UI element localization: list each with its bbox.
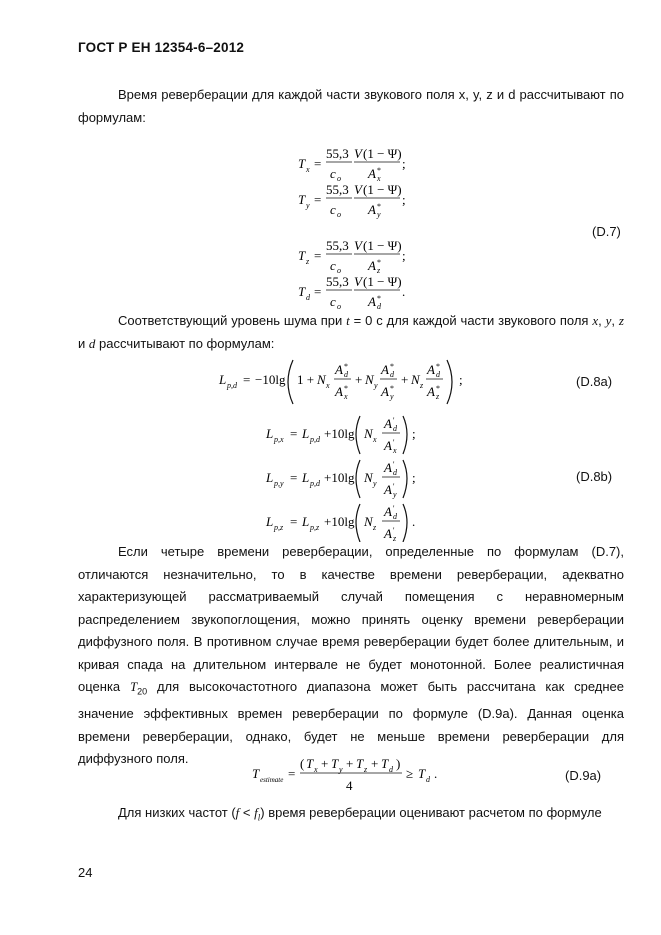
svg-text:x: x: [393, 446, 397, 455]
svg-text:z: z: [393, 534, 397, 542]
formula-d8a: [215, 356, 475, 408]
svg-text:*: *: [390, 384, 394, 393]
svg-text:c: c: [330, 202, 336, 217]
svg-text:T: T: [298, 248, 306, 263]
svg-text:o: o: [337, 302, 341, 310]
svg-text:p,x: p,x: [274, 435, 284, 444]
log-coef-text: +10lg: [324, 470, 355, 485]
svg-text:p,y: p,y: [274, 479, 284, 488]
svg-text:=: =: [314, 284, 322, 299]
svg-text:': ': [393, 504, 395, 513]
svg-text:x: x: [326, 381, 330, 390]
svg-text:': ': [393, 460, 395, 469]
svg-text:T: T: [418, 766, 426, 781]
svg-text:c: c: [330, 166, 336, 181]
svg-text:T: T: [298, 192, 306, 207]
svg-text:N: N: [364, 470, 373, 485]
svg-text:z: z: [420, 381, 424, 390]
svg-text:y: y: [339, 765, 343, 774]
svg-text:L: L: [302, 426, 310, 441]
svg-text:A: A: [368, 294, 376, 309]
svg-text:): ): [396, 756, 401, 771]
document-header: ГОСТ Р ЕН 12354-6–2012: [78, 40, 245, 55]
svg-text:d: d: [393, 512, 397, 521]
svg-text:(1 − Ψ): (1 − Ψ): [363, 238, 402, 253]
svg-text:+: +: [401, 372, 409, 387]
equation-label-d8a: (D.8a): [576, 374, 613, 389]
svg-text:T: T: [306, 756, 314, 771]
svg-text:=: =: [290, 470, 298, 485]
svg-text:*: *: [377, 202, 381, 211]
svg-text:d: d: [436, 370, 440, 379]
svg-text:T: T: [356, 756, 364, 771]
svg-text:A: A: [381, 384, 389, 399]
svg-text:A: A: [368, 166, 376, 181]
svg-text:d: d: [344, 370, 348, 379]
svg-text:+: +: [346, 756, 354, 771]
svg-text:L: L: [302, 470, 310, 485]
svg-text:L: L: [266, 514, 274, 529]
svg-text:N: N: [365, 372, 374, 387]
svg-text:V: V: [354, 274, 362, 289]
svg-text:z: z: [306, 257, 310, 266]
svg-text:N: N: [364, 514, 373, 529]
svg-text:(: (: [300, 756, 305, 771]
paragraph-low-frequency: Для низких частот $(f < f_l)$ время реверберации оценивают расчетом по формуле: [118, 805, 602, 823]
svg-text:y: y: [390, 392, 394, 401]
svg-text:*: *: [377, 166, 381, 175]
svg-text:.: .: [412, 514, 416, 529]
svg-text:y: y: [377, 210, 381, 219]
svg-text:p,z: p,z: [274, 523, 284, 532]
svg-text:A: A: [427, 384, 435, 399]
svg-text:': ': [393, 416, 395, 425]
svg-text:.: .: [434, 766, 438, 781]
svg-text:y: y: [373, 479, 377, 488]
svg-text:;: ;: [412, 426, 416, 441]
log-coef-text: +10lg: [324, 514, 355, 529]
svg-text:T: T: [331, 756, 339, 771]
svg-text:A: A: [384, 482, 392, 497]
svg-text:*: *: [344, 384, 348, 393]
svg-text:y: y: [374, 381, 378, 390]
svg-text:A: A: [384, 460, 392, 475]
svg-text:x: x: [314, 765, 318, 774]
svg-text:d: d: [393, 424, 397, 433]
svg-text:1 +: 1 +: [297, 372, 315, 387]
svg-text:*: *: [390, 362, 394, 371]
formula-d7: [290, 140, 420, 310]
coef-text: 55,3: [326, 182, 349, 197]
svg-text:T: T: [381, 756, 389, 771]
svg-text:A: A: [384, 526, 392, 541]
svg-text:+: +: [321, 756, 329, 771]
svg-text:x: x: [377, 174, 381, 183]
paragraph-discussion: Если четыре времени реверберации, определенные по формулам (D.7), отличаются незначительно, то в качестве времени реверберации, адекватно характеризующей рассматриваемый случай помещения с неравномерным распределением звукопоглощения, можно принять оценку времени реверберации диффузного поля. В противном случае время реверберации будет более длительным, и кривая спада на длительном интервале не будет монотонной. Более реалистичная оценка $T_{20}$ для высокочастотного диапазона может быть рассчитана как среднее значение эффективных времен реверберации по формуле (D.9а). Данная оценка времени реверберации, однако, будет не меньше времени реверберации для диффузного поля.: [78, 544, 624, 767]
svg-text:*: *: [377, 294, 381, 303]
svg-text:x: x: [373, 435, 377, 444]
svg-text:(1 − Ψ): (1 − Ψ): [363, 274, 402, 289]
svg-text:o: o: [337, 210, 341, 219]
svg-text:z: z: [364, 765, 368, 774]
svg-text:A: A: [427, 362, 435, 377]
svg-text:d: d: [389, 765, 393, 774]
svg-text:L: L: [219, 372, 227, 387]
svg-text:;: ;: [402, 156, 406, 171]
svg-text:T: T: [252, 766, 260, 781]
svg-text:.: .: [402, 284, 406, 299]
coef-text: 55,3: [326, 238, 349, 253]
svg-text:*: *: [344, 362, 348, 371]
svg-text:(1 − Ψ): (1 − Ψ): [363, 146, 402, 161]
svg-text:p,d: p,d: [227, 381, 237, 390]
svg-text:d: d: [390, 370, 394, 379]
svg-text:d: d: [306, 293, 310, 302]
svg-text:y: y: [306, 201, 310, 210]
svg-text:=: =: [243, 372, 251, 387]
svg-text:V: V: [354, 238, 362, 253]
svg-text:=: =: [290, 426, 298, 441]
svg-text:L: L: [266, 470, 274, 485]
svg-text:p,z: p,z: [310, 523, 320, 532]
equation-label-d7: (D.7): [592, 224, 621, 239]
paragraph-intro-d8: Соответствующий уровень шума при t = 0 с для каждой части звукового поля x, y, z и d рассчитывают по формулам:: [78, 313, 624, 351]
svg-text:A: A: [335, 362, 343, 377]
svg-text:*: *: [436, 362, 440, 371]
svg-text:z: z: [377, 266, 381, 275]
estimate-subscript: estimate: [260, 776, 284, 784]
svg-text:(1 − Ψ): (1 − Ψ): [363, 182, 402, 197]
svg-text:L: L: [266, 426, 274, 441]
formula-d8b: [262, 410, 432, 542]
svg-text:;: ;: [402, 248, 406, 263]
svg-text:': ': [393, 526, 395, 535]
svg-text:d: d: [393, 468, 397, 477]
svg-text:V: V: [354, 182, 362, 197]
svg-text:o: o: [337, 266, 341, 275]
svg-text:x: x: [344, 392, 348, 401]
equation-label-d8b: (D.8b): [576, 469, 613, 484]
page-number: 24: [78, 865, 93, 880]
formula-d9a: [248, 752, 448, 798]
svg-text:A: A: [368, 202, 376, 217]
svg-text:;: ;: [412, 470, 416, 485]
svg-text:N: N: [411, 372, 420, 387]
svg-text:;: ;: [459, 372, 463, 387]
svg-text:=: =: [290, 514, 298, 529]
svg-text:': ': [393, 438, 395, 447]
svg-text:=: =: [314, 248, 322, 263]
svg-text:=: =: [314, 156, 322, 171]
svg-text:x: x: [306, 165, 310, 174]
svg-text:L: L: [302, 514, 310, 529]
svg-text:+: +: [355, 372, 363, 387]
svg-text:T: T: [298, 156, 306, 171]
svg-text:A: A: [368, 258, 376, 273]
svg-text:z: z: [436, 392, 440, 401]
svg-text:=: =: [314, 192, 322, 207]
svg-text:A: A: [384, 504, 392, 519]
svg-text:d: d: [426, 775, 430, 784]
svg-text:p,d: p,d: [310, 479, 320, 488]
svg-text:p,d: p,d: [310, 435, 320, 444]
svg-text:V: V: [354, 146, 362, 161]
svg-text:z: z: [373, 523, 377, 532]
svg-text:A: A: [335, 384, 343, 399]
svg-text:A: A: [384, 416, 392, 431]
svg-text:N: N: [364, 426, 373, 441]
svg-text:≥: ≥: [406, 766, 414, 781]
svg-text:c: c: [330, 294, 336, 309]
svg-text:A: A: [381, 362, 389, 377]
svg-text:*: *: [436, 384, 440, 393]
svg-text:d: d: [377, 302, 381, 310]
denominator-text: 4: [346, 778, 353, 793]
svg-text:+: +: [371, 756, 379, 771]
log-coef-text: +10lg: [324, 426, 355, 441]
svg-text:*: *: [377, 258, 381, 267]
log-coef-text: −10lg: [255, 372, 286, 387]
equation-label-d9a: (D.9a): [565, 768, 602, 783]
svg-text:': ': [393, 482, 395, 491]
svg-text:=: =: [288, 766, 296, 781]
svg-text:y: y: [393, 490, 397, 499]
svg-text:c: c: [330, 258, 336, 273]
coef-text: 55,3: [326, 274, 349, 289]
svg-text:;: ;: [402, 192, 406, 207]
svg-text:o: o: [337, 174, 341, 183]
svg-text:T: T: [298, 284, 306, 299]
svg-text:N: N: [317, 372, 326, 387]
svg-text:A: A: [384, 438, 392, 453]
coef-text: 55,3: [326, 146, 349, 161]
paragraph-intro-d7: Время реверберации для каждой части звукового поля x, y, z и d рассчитывают по формулам:: [78, 87, 624, 125]
